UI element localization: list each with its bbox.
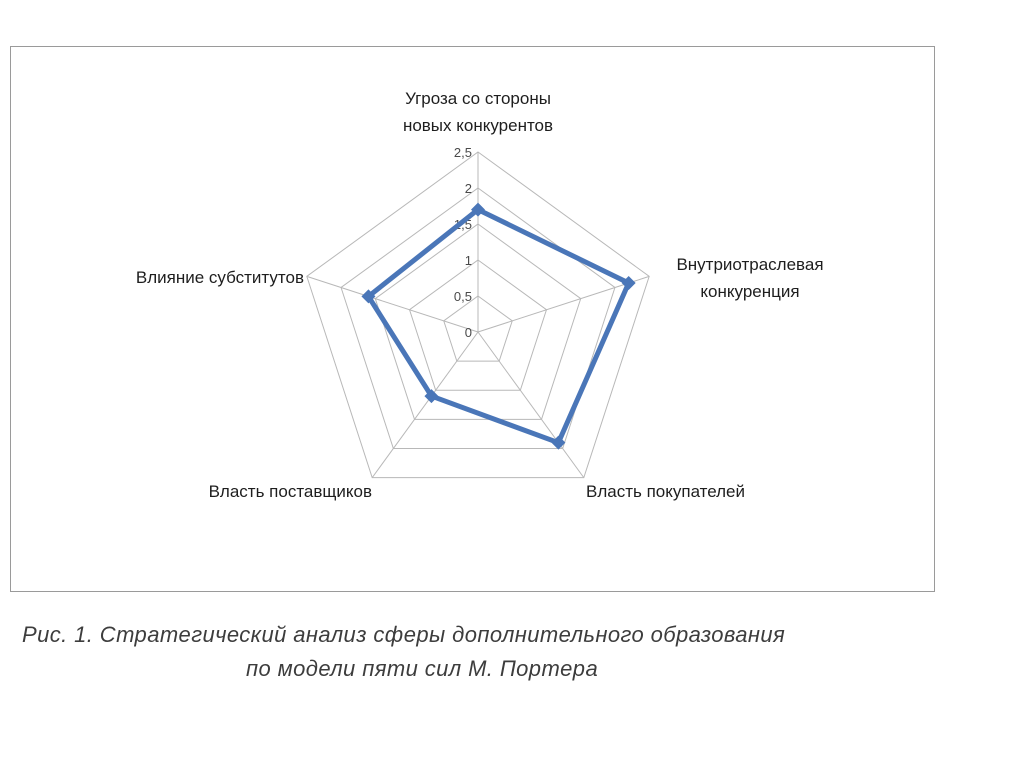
axis-label-0-0: Угроза со стороны — [405, 89, 551, 108]
radar-series — [361, 203, 635, 450]
axis-spoke-4 — [307, 276, 478, 332]
axis-label-2-0: Власть покупателей — [586, 482, 746, 501]
axis-label-4-0: Влияние субститутов — [135, 268, 304, 287]
radar-axis-labels — [136, 89, 824, 501]
tick-label-5: 2,5 — [453, 145, 472, 160]
axis-label-0-1: новых конкурентов — [402, 116, 554, 135]
series-line-0 — [368, 210, 628, 443]
figure-caption-line-2: по модели пяти сил М. Портера — [246, 656, 599, 681]
tick-label-4: 2 — [464, 181, 472, 196]
tick-label-2: 1 — [464, 253, 472, 268]
axis-label-1-1: конкуренция — [700, 282, 800, 301]
axis-spoke-2 — [478, 332, 584, 478]
radar-tick-labels — [454, 145, 472, 340]
tick-label-0: 0 — [464, 325, 472, 340]
tick-label-1: 0,5 — [453, 289, 472, 304]
tick-label-3: 1,5 — [453, 217, 472, 232]
radar-axes — [307, 152, 649, 478]
axis-label-3-0: Власть поставщиков — [208, 482, 372, 501]
axis-label-1-0: Внутриотраслевая — [676, 255, 824, 274]
figure-caption-line-1: Рис. 1. Стратегический анализ сферы дополнительного образования — [22, 622, 786, 647]
